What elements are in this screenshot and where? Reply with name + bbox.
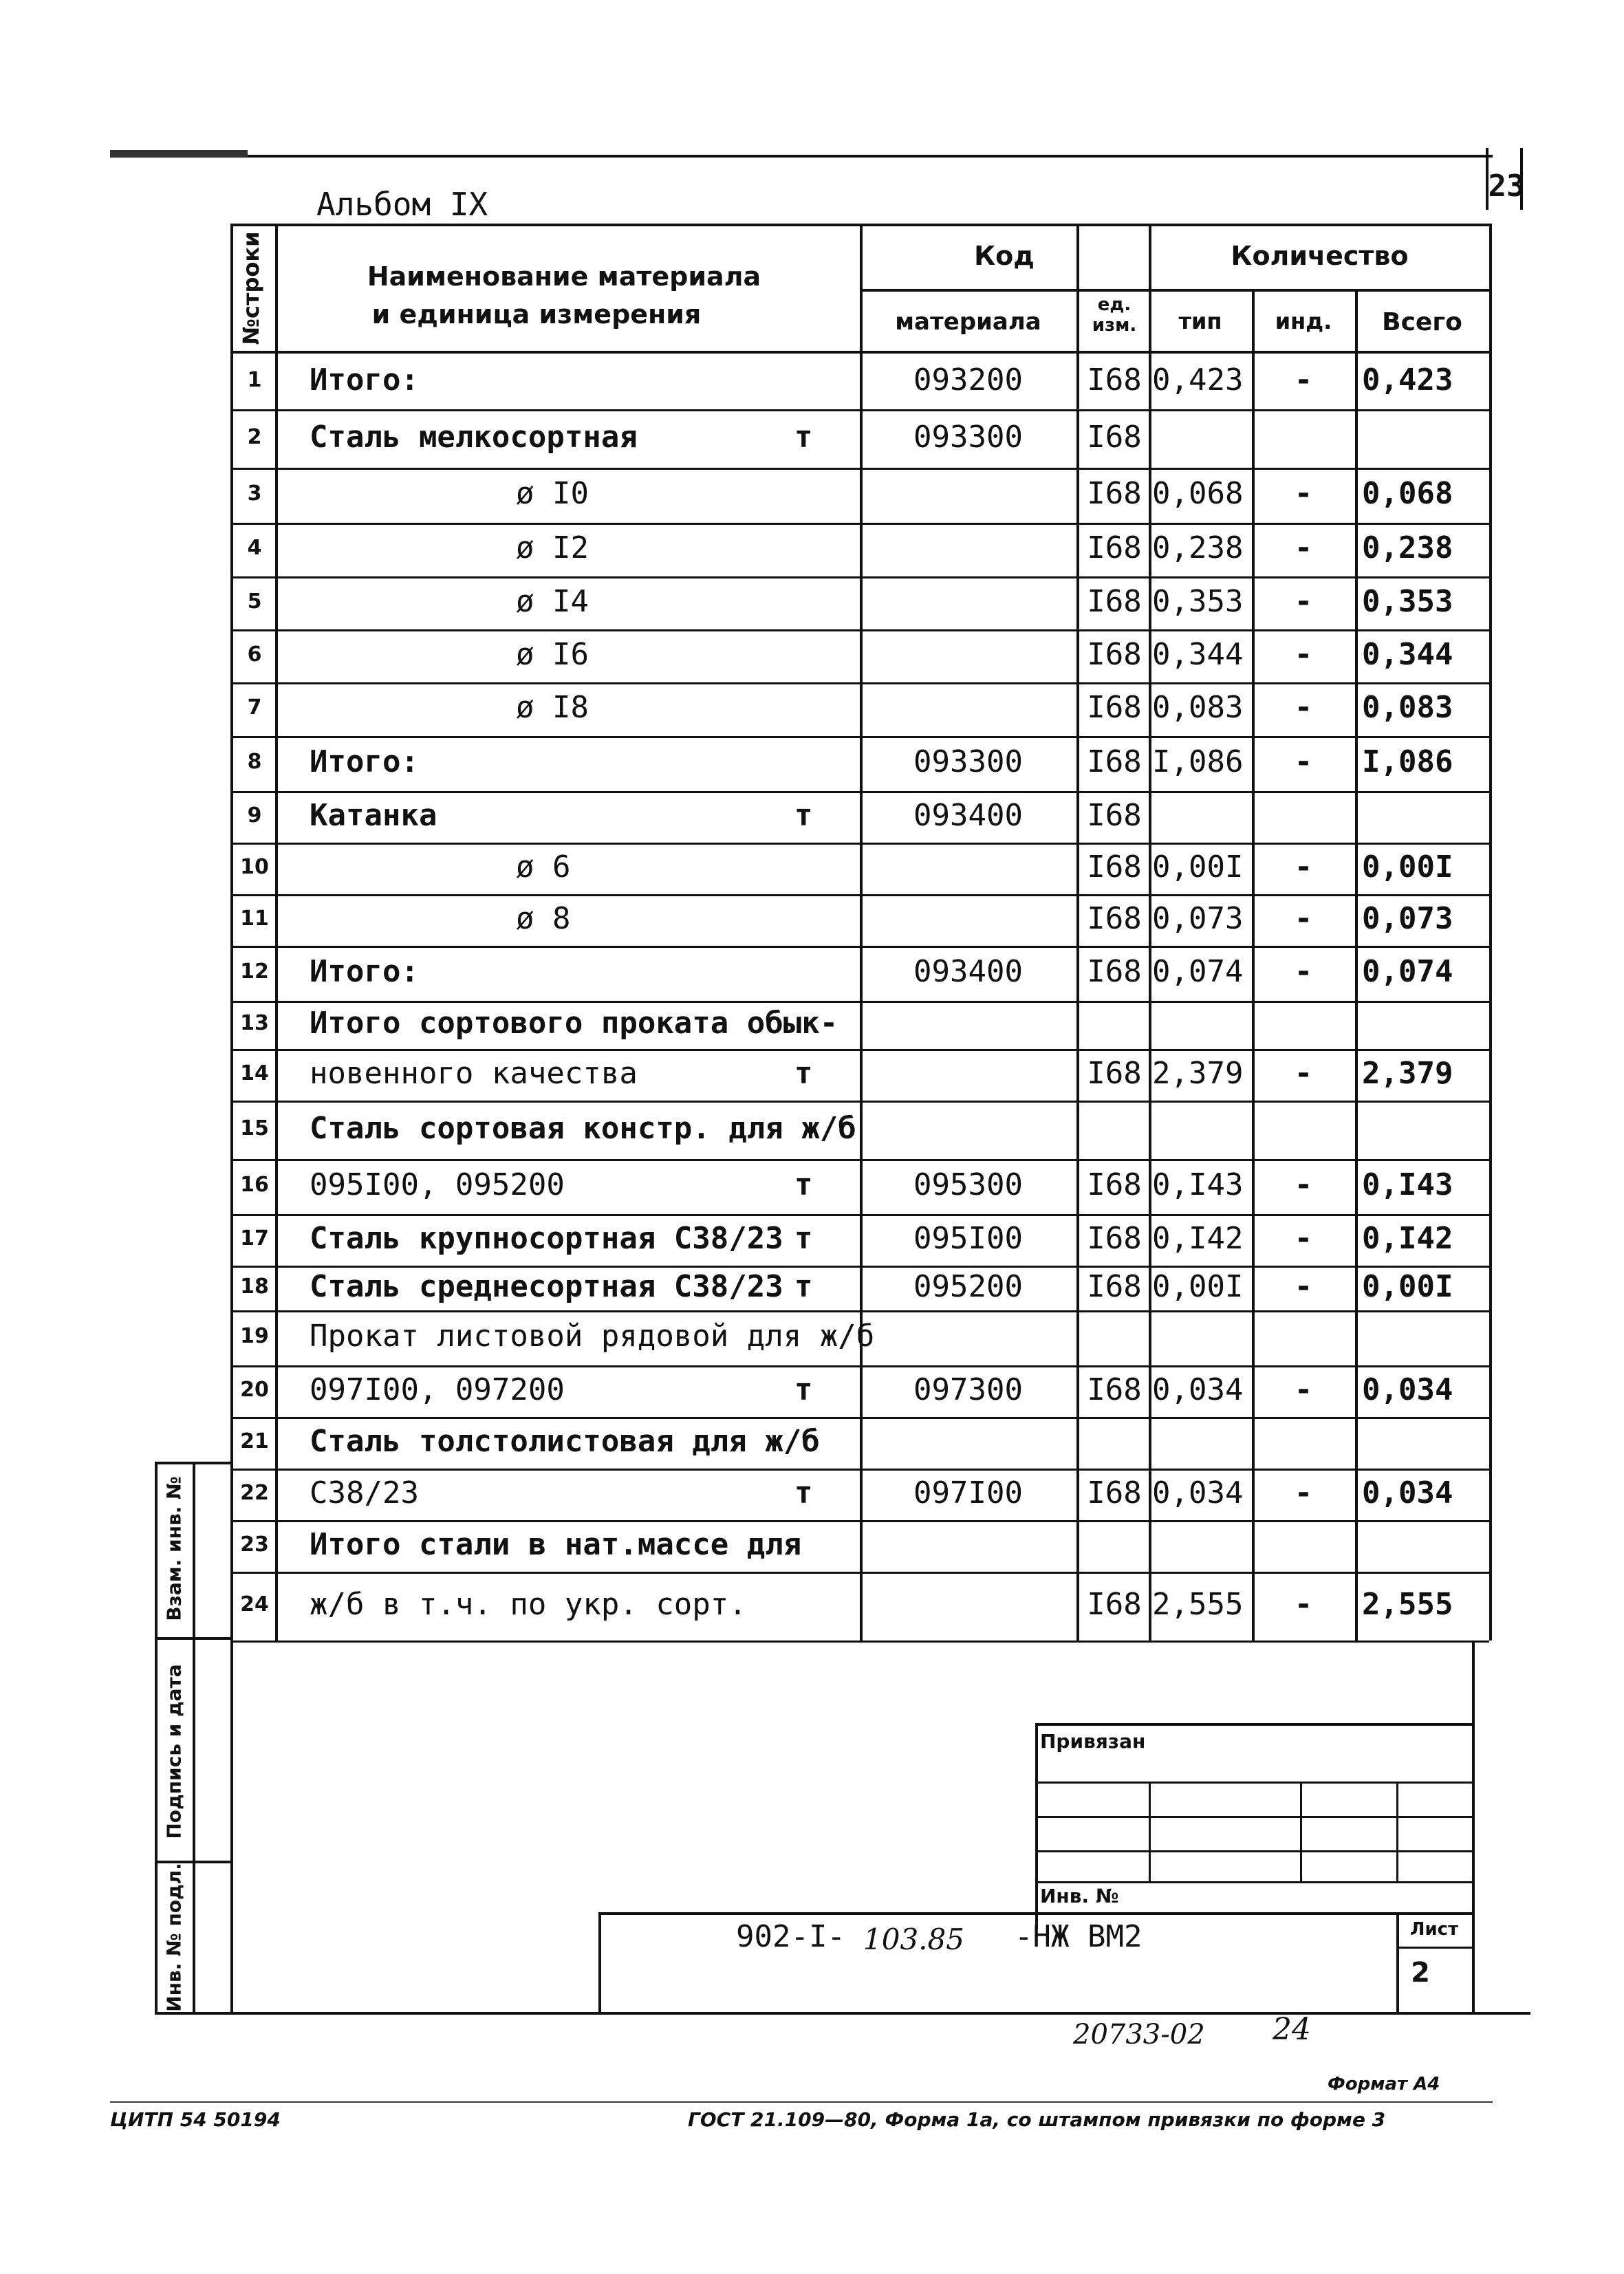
unit-code: I68	[1087, 476, 1142, 511]
material-name: 095I00, 095200	[310, 1167, 565, 1202]
sheet-value: 2	[1411, 1957, 1430, 1989]
rownum-line	[230, 1310, 275, 1312]
material-name: Катанка	[310, 797, 437, 833]
material-name: Итого:	[310, 744, 419, 779]
qty-type: 0,00I	[1152, 849, 1244, 885]
material-code: 093400	[913, 954, 1023, 989]
qty-ind: -	[1294, 583, 1313, 619]
unit-mark: т	[794, 419, 813, 455]
row-number: 20	[240, 1377, 269, 1402]
material-name: ø 6	[516, 849, 571, 885]
rownum-line	[230, 1101, 275, 1103]
page-number: 23	[1488, 169, 1525, 204]
stamp-grid-h2	[1035, 1816, 1472, 1818]
table-row-line	[275, 1640, 1489, 1643]
rownum-line	[230, 1365, 275, 1367]
qty-ind: -	[1294, 1268, 1313, 1304]
stamp-sheet-left	[1396, 1912, 1399, 2012]
qty-type: 0,034	[1152, 1475, 1244, 1510]
table-row-line	[275, 791, 1489, 793]
stamp-grid-v2	[1300, 1782, 1302, 1881]
table-row-line	[275, 409, 1489, 411]
rownum-line	[230, 1469, 275, 1471]
qty-total: 0,034	[1362, 1372, 1453, 1407]
frame-left-lower	[230, 1640, 233, 2012]
row-number: 11	[240, 906, 269, 931]
row-number: 13	[240, 1011, 269, 1035]
rownum-line	[230, 409, 275, 411]
qty-ind: -	[1294, 636, 1313, 672]
sheet-label: Лист	[1409, 1919, 1459, 1940]
rownum-line	[230, 1001, 275, 1003]
row-number: 19	[240, 1324, 269, 1348]
qty-total: 0,074	[1362, 954, 1453, 989]
qty-type: 0,073	[1152, 900, 1244, 936]
table-row-line	[275, 1266, 1489, 1268]
row-number: 16	[240, 1173, 269, 1197]
rownum-line	[230, 1640, 275, 1643]
row-number: 1	[247, 368, 262, 392]
qty-type: 0,I42	[1152, 1220, 1244, 1256]
table-row-line	[275, 523, 1489, 525]
rownum-line	[230, 523, 275, 525]
qty-ind: -	[1294, 690, 1313, 725]
frame-right-lower	[1472, 1640, 1475, 2012]
rownum-line	[230, 894, 275, 896]
stamp-privyazan-label: Привязан	[1040, 1730, 1146, 1753]
unit-code: I68	[1087, 849, 1142, 885]
qty-ind: -	[1294, 954, 1313, 989]
scan-smudge	[110, 150, 248, 157]
qty-type: 0,353	[1152, 583, 1244, 619]
unit-code: I68	[1087, 530, 1142, 565]
table-row-line	[275, 894, 1489, 896]
stamp-code-left	[598, 1912, 601, 2012]
rownum-line	[230, 1214, 275, 1216]
stamp-sheet-divider	[1396, 1947, 1472, 1949]
handwritten-number: 20733-02	[1073, 2019, 1205, 2050]
qty-type: 2,379	[1152, 1055, 1244, 1091]
qty-ind: -	[1294, 530, 1313, 565]
qty-ind: -	[1294, 1055, 1313, 1091]
table-row-line	[275, 1310, 1489, 1312]
unit-mark: т	[794, 1055, 813, 1091]
qty-ind: -	[1294, 744, 1313, 779]
header-qty-total: Всего	[1382, 308, 1462, 336]
material-code: 095200	[913, 1268, 1023, 1304]
material-name: Прокат листовой рядовой для ж/б	[310, 1319, 875, 1354]
table-row-line	[275, 1417, 1489, 1419]
material-name: ж/б в т.ч. по укр. сорт.	[310, 1587, 747, 1622]
stamp-grid-h4	[1035, 1881, 1472, 1883]
material-name: ø I6	[516, 636, 589, 672]
row-number: 2	[247, 424, 262, 449]
qty-ind: -	[1294, 900, 1313, 936]
qty-ind: -	[1294, 849, 1313, 885]
qty-type: 0,068	[1152, 476, 1244, 511]
qty-type: 0,423	[1152, 362, 1244, 398]
unit-mark: т	[794, 1220, 813, 1256]
material-name: ø I8	[516, 690, 589, 725]
side-label-podpis: Подпись и дата	[162, 1664, 186, 1839]
header-top-line	[230, 224, 1491, 226]
row-number: 21	[240, 1429, 269, 1453]
material-name: Сталь крупносортная С38/23	[310, 1220, 783, 1256]
qty-total: 0,034	[1362, 1475, 1453, 1510]
rownum-line	[230, 576, 275, 578]
rownum-line	[230, 629, 275, 631]
material-name: Итого:	[310, 954, 419, 989]
stamp-privyazan-top	[1035, 1723, 1472, 1726]
qty-ind: -	[1294, 1372, 1313, 1407]
col-line-rownum	[275, 224, 278, 1640]
col-line-code	[1076, 224, 1079, 1640]
footer-format: Формат А4	[1328, 2074, 1440, 2094]
row-number: 22	[240, 1480, 269, 1505]
table-row-line	[275, 1469, 1489, 1471]
qty-total: 0,068	[1362, 476, 1453, 511]
unit-code: I68	[1087, 1167, 1142, 1202]
table-row-line	[275, 1365, 1489, 1367]
col-line-ind	[1355, 289, 1358, 1640]
rownum-line	[230, 468, 275, 470]
header-mid-line	[860, 289, 1491, 292]
material-code: 093300	[913, 419, 1023, 455]
rownum-line	[230, 1417, 275, 1419]
material-name: Сталь толстолистовая для ж/б	[310, 1423, 820, 1459]
row-number: 4	[247, 536, 262, 560]
material-name: С38/23	[310, 1475, 419, 1510]
table-row-line	[275, 1049, 1489, 1051]
handwritten-page: 24	[1273, 2012, 1311, 2047]
row-number: 5	[247, 589, 262, 614]
qty-total: 0,073	[1362, 900, 1453, 936]
qty-type: 0,034	[1152, 1372, 1244, 1407]
qty-total: 0,I42	[1362, 1220, 1453, 1256]
material-name: Итого сортового проката обык-	[310, 1006, 838, 1041]
material-name: ø 8	[516, 900, 571, 936]
header-code: Код	[974, 241, 1035, 271]
stamp-grid-h1	[1035, 1782, 1472, 1784]
qty-ind: -	[1294, 1475, 1313, 1510]
table-row-line	[275, 736, 1489, 738]
material-code: 097I00	[913, 1475, 1023, 1510]
unit-mark: т	[794, 1268, 813, 1304]
unit-code: I68	[1087, 954, 1142, 989]
qty-total: 0,I43	[1362, 1167, 1453, 1202]
qty-total: 0,083	[1362, 690, 1453, 725]
stamp-inv-no-label: Инв. №	[1040, 1885, 1119, 1907]
row-number: 10	[240, 854, 269, 879]
table-row-line	[275, 946, 1489, 948]
row-number: 24	[240, 1592, 269, 1616]
header-qty-ind: инд.	[1275, 308, 1332, 334]
side-block-left-line	[155, 1462, 158, 2012]
table-row-line	[275, 1572, 1489, 1574]
row-number: 23	[240, 1532, 269, 1557]
stamp-code-top	[598, 1912, 1472, 1915]
material-name: новенного качества	[310, 1055, 638, 1091]
row-number: 8	[247, 750, 262, 774]
header-bottom-line	[230, 351, 1491, 354]
unit-mark: т	[794, 1167, 813, 1202]
qty-total: 0,00I	[1362, 849, 1453, 885]
qty-type: 0,344	[1152, 636, 1244, 672]
qty-ind: -	[1294, 362, 1313, 398]
header-code-unit: ед. изм.	[1092, 294, 1137, 336]
qty-ind: -	[1294, 1220, 1313, 1256]
unit-code: I68	[1087, 636, 1142, 672]
doc-code-prefix: 902-I-	[736, 1919, 845, 1954]
col-line-unit	[1149, 224, 1151, 1640]
header-name-line1: Наименование материала	[367, 261, 761, 292]
material-name: Сталь сортовая констр. для ж/б	[310, 1110, 856, 1146]
qty-total: 0,423	[1362, 362, 1453, 398]
qty-type: 2,555	[1152, 1587, 1244, 1622]
top-border	[110, 155, 1493, 158]
material-code: 095300	[913, 1167, 1023, 1202]
page-bottom-line	[155, 2012, 1530, 2015]
row-number: 18	[240, 1274, 269, 1299]
rownum-line	[230, 843, 275, 845]
unit-mark: т	[794, 1475, 813, 1510]
material-name: Итого стали в нат.массе для	[310, 1526, 802, 1562]
qty-total: 0,353	[1362, 583, 1453, 619]
header-name-line2: и единица измерения	[371, 299, 702, 329]
table-row-line	[275, 1159, 1489, 1161]
unit-mark: т	[794, 797, 813, 833]
material-code: 093300	[913, 744, 1023, 779]
qty-total: 0,344	[1362, 636, 1453, 672]
qty-total: 0,238	[1362, 530, 1453, 565]
row-number: 7	[247, 695, 262, 719]
row-number: 14	[240, 1061, 269, 1085]
qty-total: 0,00I	[1362, 1268, 1453, 1304]
header-code-material: материала	[895, 308, 1041, 336]
unit-code: I68	[1087, 690, 1142, 725]
row-number: 15	[240, 1116, 269, 1140]
unit-code: I68	[1087, 744, 1142, 779]
table-row-line	[275, 1214, 1489, 1216]
qty-type: 0,I43	[1152, 1167, 1244, 1202]
qty-total: 2,379	[1362, 1055, 1453, 1091]
table-row-line	[275, 576, 1489, 578]
qty-type: 0,074	[1152, 954, 1244, 989]
doc-code-handwritten: 103.85	[863, 1923, 964, 1956]
qty-type: 0,083	[1152, 690, 1244, 725]
rownum-line	[230, 736, 275, 738]
material-code: 095I00	[913, 1220, 1023, 1256]
unit-code: I68	[1087, 1268, 1142, 1304]
row-number: 9	[247, 803, 262, 827]
material-name: Итого:	[310, 362, 419, 398]
qty-total: 2,555	[1362, 1587, 1453, 1622]
rownum-line	[230, 1159, 275, 1161]
header-quantity: Количество	[1231, 241, 1409, 271]
qty-type: 0,238	[1152, 530, 1244, 565]
table-row-line	[275, 1101, 1489, 1103]
qty-ind: -	[1294, 476, 1313, 511]
table-row-line	[275, 468, 1489, 470]
row-number: 17	[240, 1226, 269, 1250]
unit-code: I68	[1087, 900, 1142, 936]
stamp-grid-h3	[1035, 1850, 1472, 1852]
rownum-line	[230, 1266, 275, 1268]
unit-mark: т	[794, 1372, 813, 1407]
table-row-line	[275, 1001, 1489, 1003]
doc-code-suffix: -НЖ ВМ2	[1015, 1919, 1143, 1954]
side-label-vzam: Взам. инв. №	[162, 1476, 186, 1621]
side-block-inner-line	[193, 1462, 195, 2012]
table-row-line	[275, 1520, 1489, 1522]
rownum-line	[230, 946, 275, 948]
material-name: Сталь среднесортная С38/23	[310, 1268, 783, 1304]
qty-ind: -	[1294, 1587, 1313, 1622]
table-row-line	[275, 682, 1489, 684]
unit-code: I68	[1087, 583, 1142, 619]
footer-left: ЦИТП 54 50194	[110, 2108, 281, 2131]
header-row-number: №строки	[238, 231, 264, 345]
material-code: 093400	[913, 797, 1023, 833]
material-name: ø I4	[516, 583, 589, 619]
material-name: ø I0	[516, 476, 589, 511]
unit-code: I68	[1087, 1587, 1142, 1622]
qty-ind: -	[1294, 1167, 1313, 1202]
unit-code: I68	[1087, 1475, 1142, 1510]
header-qty-type: тип	[1178, 308, 1222, 334]
material-code: 093200	[913, 362, 1023, 398]
material-code: 097300	[913, 1372, 1023, 1407]
stamp-grid-v3	[1396, 1782, 1398, 1881]
table-row-line	[275, 843, 1489, 845]
col-line-left	[230, 224, 233, 1640]
rownum-line	[230, 791, 275, 793]
unit-code: I68	[1087, 419, 1142, 455]
album-title: Альбом IX	[316, 186, 488, 223]
unit-code: I68	[1087, 1220, 1142, 1256]
row-number: 12	[240, 960, 269, 984]
unit-code: I68	[1087, 362, 1142, 398]
material-name: 097I00, 097200	[310, 1372, 565, 1407]
stamp-privyazan-left	[1035, 1723, 1038, 1929]
rownum-line	[230, 1049, 275, 1051]
qty-total: I,086	[1362, 744, 1453, 779]
rownum-line	[230, 1520, 275, 1522]
side-label-inv-podl: Инв. № подл.	[162, 1863, 186, 2012]
material-name: ø I2	[516, 530, 589, 565]
rownum-line	[230, 1572, 275, 1574]
footer-line	[110, 2101, 1493, 2103]
unit-code: I68	[1087, 1372, 1142, 1407]
rownum-line	[230, 682, 275, 684]
unit-code: I68	[1087, 797, 1142, 833]
material-name: Сталь мелкосортная	[310, 419, 638, 455]
row-number: 6	[247, 642, 262, 667]
qty-type: I,086	[1152, 744, 1244, 779]
table-row-line	[275, 629, 1489, 631]
unit-code: I68	[1087, 1055, 1142, 1091]
row-number: 3	[247, 481, 262, 506]
col-line-right	[1489, 224, 1492, 1640]
footer-right: ГОСТ 21.109—80, Форма 1а, со штампом привязки по форме 3	[688, 2108, 1386, 2131]
qty-type: 0,00I	[1152, 1268, 1244, 1304]
stamp-grid-v1	[1149, 1782, 1151, 1881]
